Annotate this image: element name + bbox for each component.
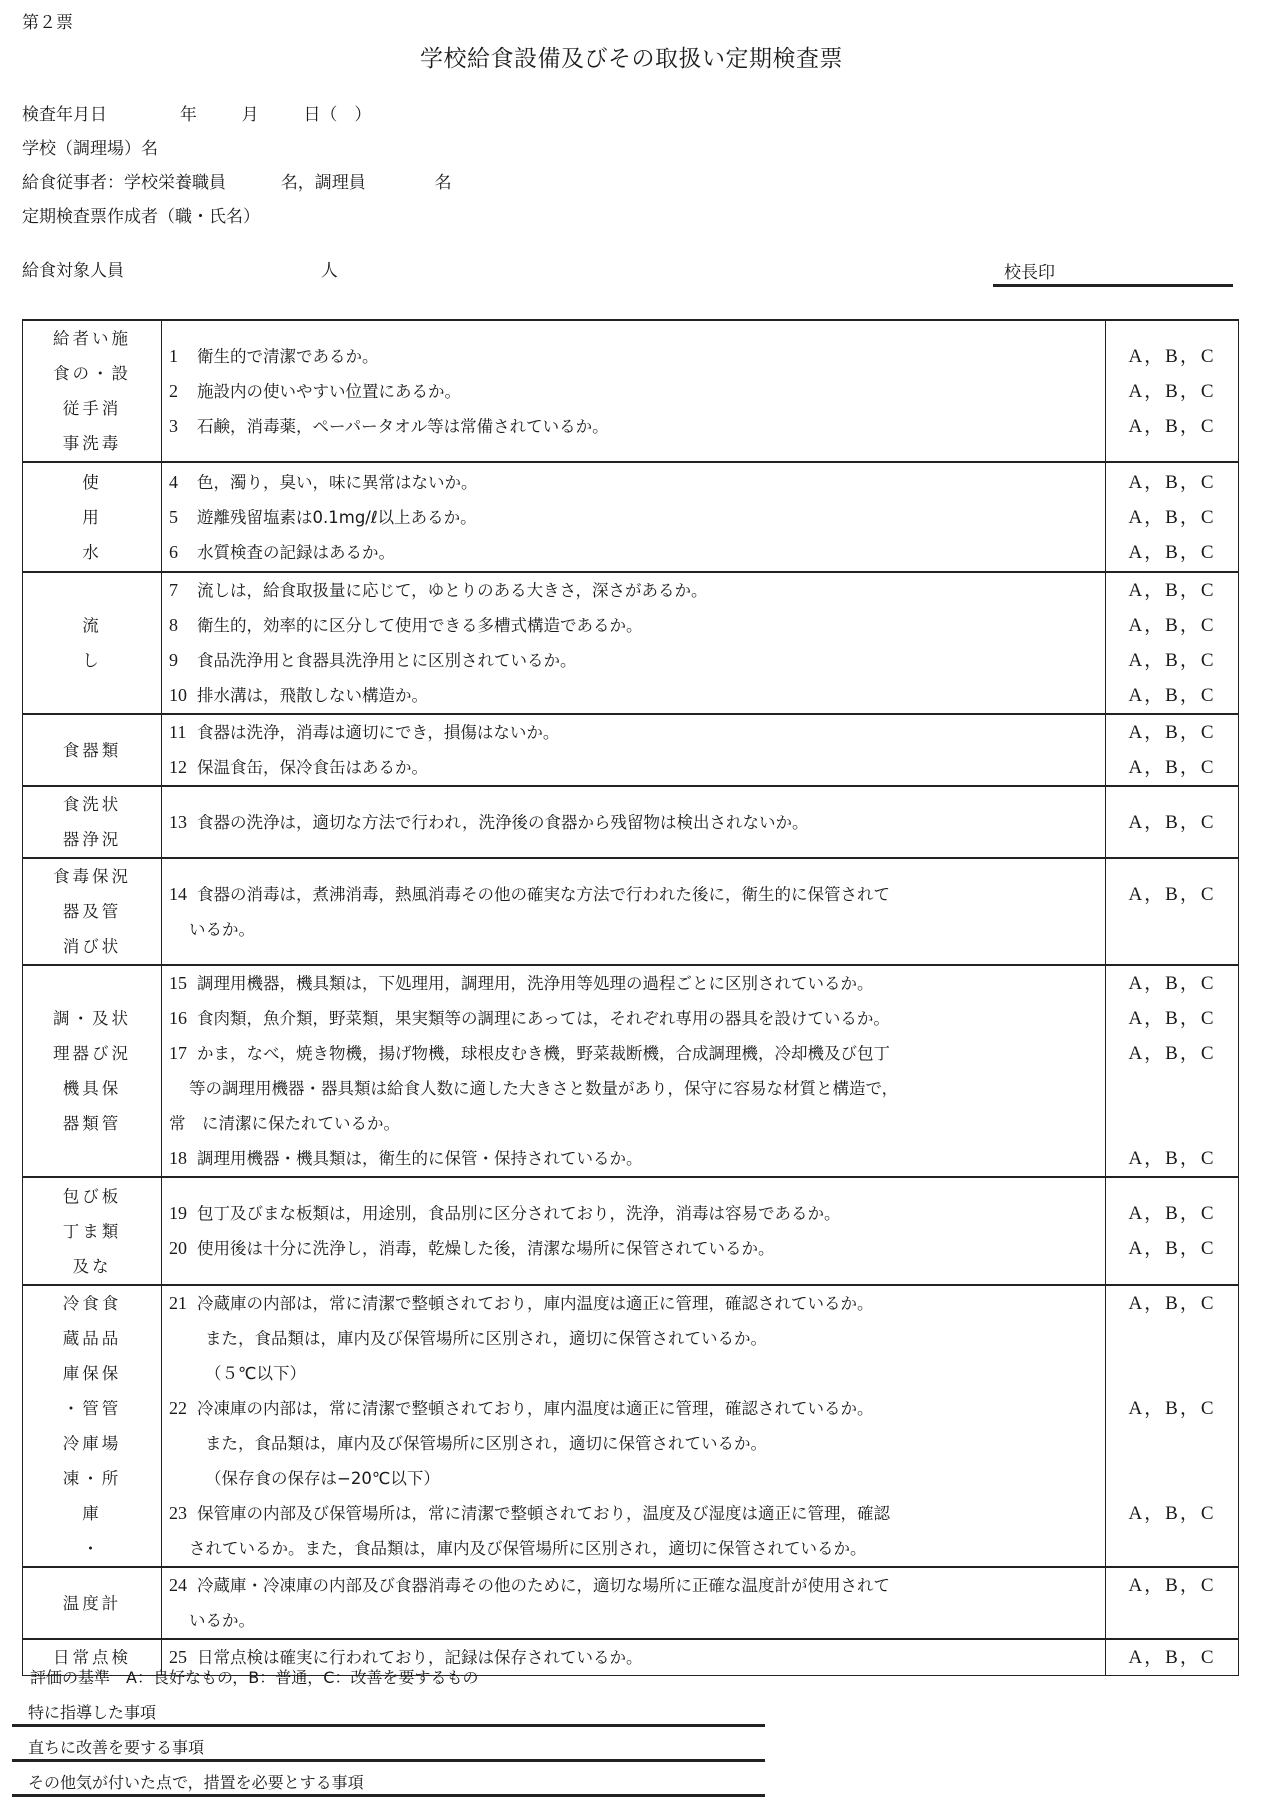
school-name-field[interactable]: 学校（調理場）名 (22, 139, 158, 159)
check-item-continuation (169, 1106, 1105, 1141)
principal-seal-label: 校長印 (1004, 263, 1055, 283)
category-label-line: 凍・所 (62, 1469, 122, 1488)
item-text: （５℃以下） (205, 1364, 307, 1383)
item-number: 11 (169, 722, 187, 742)
item-text: 衛生的，効率的に区分して使用できる多槽式構造であるか。 (197, 616, 643, 635)
category-label-line: し (82, 651, 102, 670)
category-label-line: 流 (82, 616, 102, 635)
grade-spacer (1106, 912, 1238, 947)
grade-spacer (1106, 1071, 1238, 1106)
category-label-line: 冷食食 (62, 1294, 122, 1313)
checklist-section (23, 858, 1239, 965)
section-items (162, 1285, 1106, 1567)
check-item (169, 715, 1105, 750)
item-number: 25 (169, 1647, 187, 1667)
check-item (169, 1141, 1105, 1176)
item-text: かま，なべ，焼き物機，揚げ物機，球根皮むき機，野菜裁断機，合成調理機，冷却機及び包丁 (197, 1044, 890, 1063)
item-text: 保温食缶，保冷食缶はあるか。 (197, 758, 428, 777)
check-item (169, 573, 1105, 608)
check-item (169, 1196, 1105, 1231)
grade-options[interactable]: A，B，C (1128, 415, 1216, 437)
check-item (169, 966, 1105, 1001)
staff-count-nutrition[interactable]: 名，調理員 (280, 173, 366, 193)
category-label-line: ・ (82, 1539, 102, 1558)
category-label-line: 食器類 (62, 740, 122, 760)
item-number: 16 (169, 1008, 187, 1028)
item-number: 23 (169, 1503, 187, 1523)
check-item (169, 1391, 1105, 1426)
item-number: 2 (169, 380, 178, 401)
section-items (162, 714, 1106, 786)
item-text: （保存食の保存は−20℃以下） (205, 1469, 440, 1488)
item-text: 食器は洗浄，消毒は適切にでき，損傷はないか。 (197, 723, 560, 742)
item-text: 排水溝は，飛散しない構造か。 (197, 686, 428, 705)
checklist-section (23, 1177, 1239, 1285)
category-label-line: 食洗状 (62, 795, 122, 814)
item-text: 食器の消毒は，煮沸消毒，熱風消毒その他の確実な方法で行われた後に，衛生的に保管されて (197, 884, 890, 904)
item-text: いるか。 (189, 1611, 255, 1630)
grade-options[interactable]: A，B，C (1128, 1203, 1216, 1224)
checklist-section (23, 965, 1239, 1177)
grade-spacer (1106, 1426, 1238, 1461)
check-item (169, 1286, 1105, 1321)
checklist-section (23, 462, 1239, 572)
grade-options[interactable]: A，B，C (1128, 883, 1216, 905)
check-item (169, 678, 1105, 713)
item-text: 水質検査の記録はあるか。 (197, 542, 395, 562)
item-number: 12 (169, 757, 187, 777)
checklist-section (23, 1567, 1239, 1639)
inspection-date-label: 検査年月日 (22, 105, 107, 125)
item-number: 8 (169, 615, 178, 635)
check-item (169, 535, 1105, 570)
check-item (169, 1001, 1105, 1036)
section-grades (1106, 1285, 1239, 1567)
check-item (169, 374, 1105, 409)
section-category (23, 1285, 162, 1567)
check-item (169, 1231, 1105, 1266)
item-text: 冷凍庫の内部は，常に清潔で整頓されており，庫内温度は適正に管理，確認されているか。 (197, 1399, 874, 1418)
grade-options[interactable]: A，B，C (1128, 541, 1216, 563)
item-number: 4 (169, 471, 178, 492)
category-label-line: 及な (72, 1256, 112, 1276)
category-label-line: 事洗毒 (62, 434, 122, 453)
section-grades (1106, 462, 1239, 572)
category-label-line: 消び状 (62, 937, 122, 956)
grade-options[interactable]: A，B，C (1128, 650, 1216, 671)
form-number: 第２票 (22, 13, 73, 33)
check-item (169, 1036, 1105, 1071)
date-field-year[interactable]: 年 (179, 105, 197, 125)
category-label-line: 食毒保況 (53, 867, 131, 886)
grade-options[interactable]: A，B，C (1128, 1043, 1216, 1064)
section-grades (1106, 572, 1239, 714)
grade-spacer (1106, 1356, 1238, 1391)
grade-spacer (1106, 1603, 1238, 1638)
section-grades (1106, 858, 1239, 965)
grade-options[interactable]: A，B，C (1128, 1238, 1216, 1259)
item-number: 24 (169, 1575, 187, 1595)
grade-spacer (1106, 1321, 1238, 1356)
staff-row (22, 168, 452, 193)
item-text: 等の調理用機器・器具類は給食人数に適した大きさと数量があり，保守に容易な材質と構造で， (189, 1079, 899, 1098)
section-grades (1106, 320, 1239, 462)
item-text: 常 に清潔に保たれているか。 (169, 1114, 400, 1133)
check-item (169, 500, 1105, 535)
inspection-checklist-table (22, 319, 1239, 1676)
check-item (169, 1568, 1105, 1603)
section-items (162, 1177, 1106, 1285)
check-item-continuation (169, 1071, 1105, 1106)
grade-spacer (1106, 1531, 1238, 1566)
check-item (169, 805, 1105, 840)
category-label-line: 調・及状 (53, 1009, 131, 1028)
item-text: 食品洗浄用と食器具洗浄用とに区別されているか。 (197, 651, 577, 670)
category-label-line: 水 (82, 542, 102, 562)
category-label-line: 日常点検 (53, 1648, 131, 1667)
grade-options[interactable]: A，B，C (1128, 580, 1216, 601)
check-item-continuation (169, 1461, 1105, 1496)
item-number: 17 (169, 1043, 187, 1063)
item-text: 冷蔵庫・冷凍庫の内部及び食器消毒その他のために，適切な場所に正確な温度計が使用されて (197, 1576, 890, 1595)
section-items (162, 786, 1106, 858)
item-number: 1 (169, 345, 178, 366)
grade-options[interactable]: A，B，C (1128, 973, 1216, 994)
check-item (169, 750, 1105, 785)
category-label-line: ・管管 (62, 1399, 122, 1418)
section-items (162, 572, 1106, 714)
item-text: 色，濁り，臭い，味に異常はないか。 (197, 472, 478, 492)
item-text: 調理用機器，機具類は，下処理用，調理用，洗浄用等処理の過程ごとに区別されているか。 (197, 974, 874, 993)
item-number: 9 (169, 650, 178, 670)
target-row (22, 256, 338, 281)
section-grades (1106, 714, 1239, 786)
check-item-continuation (169, 1426, 1105, 1461)
grade-spacer (1106, 1106, 1238, 1141)
section-category (23, 965, 162, 1177)
staff-count-cook[interactable]: 名 (434, 173, 452, 193)
category-label-line: 従手消 (62, 399, 122, 418)
section-category (23, 786, 162, 858)
item-number: 13 (169, 811, 187, 832)
check-item-continuation (169, 1321, 1105, 1356)
category-label-line: 器浄況 (62, 830, 122, 849)
item-text: 日常点検は確実に行われており，記録は保存されているか。 (197, 1648, 643, 1667)
item-text: 施設内の使いやすい位置にあるか。 (197, 381, 461, 401)
section-items (162, 965, 1106, 1177)
remark-immediate-label: 直ちに改善を要する事項 (28, 1738, 205, 1757)
category-label-line: 包び板 (62, 1186, 122, 1206)
section-items (162, 858, 1106, 965)
remark-other-line[interactable] (12, 1794, 765, 1797)
section-grades (1106, 786, 1239, 858)
grade-options[interactable]: A，B，C (1128, 757, 1216, 778)
item-text: 保管庫の内部及び保管場所は，常に清潔で整頓されており，温度及び湿度は適正に管理，確認 (197, 1504, 890, 1523)
remark-guidance-label: 特に指導した事項 (28, 1703, 157, 1722)
item-number: 14 (169, 883, 187, 904)
section-grades (1106, 965, 1239, 1177)
item-text: 食肉類，魚介類，野菜類，果実類等の調理にあっては，それぞれ専用の器具を設けているか。 (197, 1009, 890, 1028)
target-label: 給食対象人員 (22, 261, 124, 281)
section-category (23, 858, 162, 965)
item-text: また，食品類は，庫内及び保管場所に区別され，適切に保管されているか。 (205, 1329, 767, 1348)
inspection-date-row (22, 100, 371, 125)
checklist-section (23, 320, 1239, 462)
checklist-section (23, 572, 1239, 714)
section-category (23, 1567, 162, 1639)
grade-options[interactable]: A，B，C (1128, 722, 1216, 743)
item-number: 3 (169, 415, 178, 436)
section-category (23, 572, 162, 714)
principal-seal-line[interactable] (993, 284, 1233, 287)
remark-immediate-line[interactable] (12, 1759, 765, 1762)
item-number: 10 (169, 685, 187, 705)
item-text: また，食品類は，庫内及び保管場所に区別され，適切に保管されているか。 (205, 1434, 767, 1453)
check-item (169, 465, 1105, 500)
section-grades (1106, 1177, 1239, 1285)
section-items (162, 320, 1106, 462)
check-item-continuation (169, 1356, 1105, 1391)
item-text: いるか。 (189, 919, 255, 939)
item-number: 5 (169, 506, 178, 527)
check-item (169, 643, 1105, 678)
check-item-continuation (169, 1603, 1105, 1638)
category-label-line: 器及管 (62, 902, 122, 921)
grade-options[interactable]: A，B，C (1128, 345, 1216, 367)
item-number: 21 (169, 1293, 187, 1313)
grade-options[interactable]: A，B，C (1128, 471, 1216, 493)
category-label-line: 蔵品品 (62, 1329, 122, 1348)
category-label-line: 庫保保 (62, 1364, 122, 1383)
date-field-month[interactable]: 月 (241, 105, 259, 125)
checklist-section (23, 786, 1239, 858)
creator-field[interactable]: 定期検査票作成者（職・氏名） (22, 207, 260, 227)
item-text: されているか。また，食品類は，庫内及び保管場所に区別され，適切に保管されているか。 (189, 1539, 867, 1558)
category-label-line: 使 (82, 472, 102, 492)
category-label-line: 温度計 (62, 1593, 122, 1613)
item-text: 使用後は十分に洗浄し，消毒，乾燥した後，清潔な場所に保管されているか。 (197, 1239, 775, 1258)
item-number: 18 (169, 1148, 187, 1168)
item-number: 7 (169, 580, 178, 600)
category-label-line: 用 (82, 507, 102, 527)
target-count-field[interactable]: 人 (320, 261, 338, 281)
evaluation-criteria: 評価の基準 A：良好なもの，B：普通，C：改善を要するもの (30, 1668, 479, 1687)
grade-options[interactable]: A，B，C (1128, 1148, 1216, 1169)
item-number: 22 (169, 1398, 187, 1418)
item-number: 6 (169, 541, 178, 562)
check-item (169, 1496, 1105, 1531)
grade-options[interactable]: A，B，C (1128, 506, 1216, 528)
category-label-line: 理器び況 (53, 1044, 131, 1063)
remark-other-label: その他気が付いた点で，措置を必要とする事項 (28, 1773, 364, 1792)
grade-options[interactable]: A，B，C (1128, 1293, 1216, 1314)
remark-guidance-line[interactable] (12, 1724, 765, 1727)
staff-label: 給食従事者：学校栄養職員 (22, 173, 226, 193)
category-label-line: 冷庫場 (62, 1434, 122, 1453)
category-label-line: 丁ま類 (62, 1221, 122, 1241)
checklist-section (23, 1285, 1239, 1567)
item-text: 石鹸，消毒薬，ペーパータオル等は常備されているか。 (197, 416, 609, 436)
check-item-continuation (169, 1531, 1105, 1566)
category-label-line: 食の・設 (53, 364, 131, 383)
category-label-line: 給者い施 (53, 329, 131, 348)
grade-spacer (1106, 1461, 1238, 1496)
check-item (169, 877, 1105, 912)
section-items (162, 1567, 1106, 1639)
category-label-line: 機具保 (62, 1079, 122, 1098)
item-number: 19 (169, 1203, 187, 1223)
category-label-line: 庫 (82, 1504, 102, 1523)
item-text: 衛生的で清潔であるか。 (197, 346, 379, 366)
item-text: 食器の洗浄は，適切な方法で行われ，洗浄後の食器から残留物は検出されないか。 (197, 812, 809, 832)
section-grades (1106, 1567, 1239, 1639)
item-number: 15 (169, 973, 187, 993)
date-field-day[interactable]: 日（ ） (303, 105, 372, 125)
section-grades (1106, 1639, 1239, 1676)
section-category (23, 320, 162, 462)
section-category (23, 1177, 162, 1285)
checklist-section (23, 714, 1239, 786)
grade-options[interactable]: A，B，C (1128, 1398, 1216, 1419)
section-items (162, 462, 1106, 572)
grade-options[interactable]: A，B，C (1128, 1503, 1216, 1524)
item-text: 包丁及びまな板類は，用途別，食品別に区分されており，洗浄，消毒は容易であるか。 (197, 1204, 841, 1223)
grade-options[interactable]: A，B，C (1128, 1647, 1216, 1668)
grade-options[interactable]: A，B，C (1128, 1575, 1216, 1596)
grade-options[interactable]: A，B，C (1128, 685, 1216, 706)
page-title: 学校給食設備及びその取扱い定期検査票 (420, 46, 843, 72)
item-number: 20 (169, 1238, 187, 1258)
check-item (169, 339, 1105, 374)
check-item-continuation (169, 912, 1105, 947)
item-text: 冷蔵庫の内部は，常に清潔で整頓されており，庫内温度は適正に管理，確認されているか。 (197, 1294, 874, 1313)
item-text: 流しは，給食取扱量に応じて，ゆとりのある大きさ，深さがあるか。 (197, 581, 708, 600)
section-category (23, 714, 162, 786)
check-item (169, 608, 1105, 643)
grade-options[interactable]: A，B，C (1128, 1008, 1216, 1029)
grade-options[interactable]: A，B，C (1128, 380, 1216, 402)
grade-options[interactable]: A，B，C (1128, 811, 1216, 833)
item-text: 調理用機器・機具類は，衛生的に保管・保持されているか。 (197, 1149, 643, 1168)
grade-options[interactable]: A，B，C (1128, 615, 1216, 636)
item-text: 遊離残留塩素は0.1mg/ℓ以上あるか。 (197, 507, 477, 527)
check-item (169, 409, 1105, 444)
section-category (23, 462, 162, 572)
category-label-line: 器類管 (62, 1114, 122, 1133)
